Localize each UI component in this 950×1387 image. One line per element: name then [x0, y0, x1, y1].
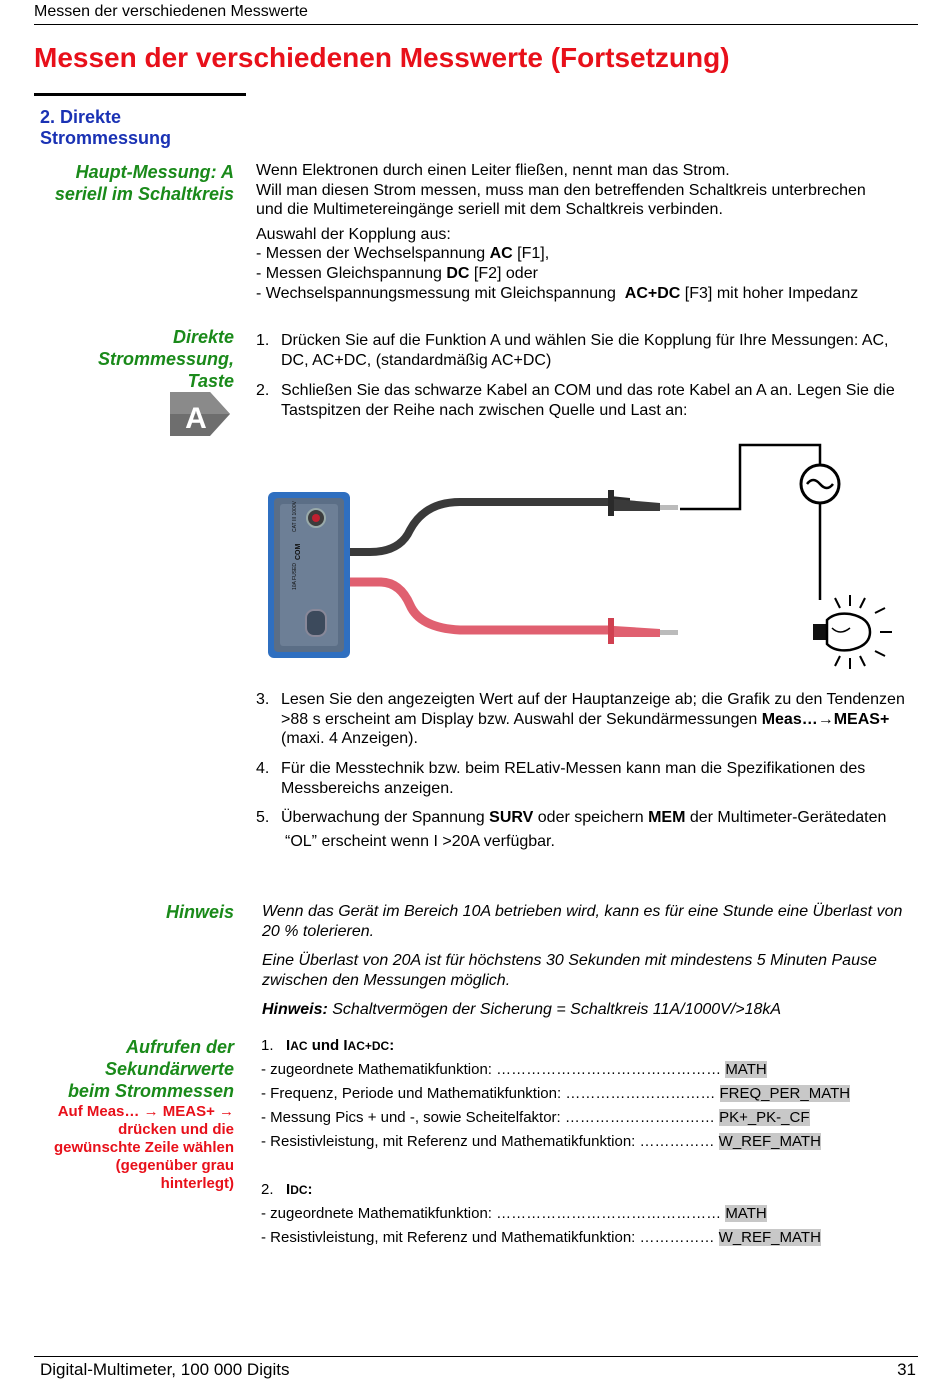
secondary-row	[261, 1106, 916, 1130]
a-input-label: CAT III 1000V	[292, 501, 298, 532]
row-leader-dots: ………………………………………	[496, 1205, 722, 1222]
a-key-icon	[166, 388, 232, 440]
row-label: - Resistivleistung, mit Referenz und Mathematikfunktion:	[261, 1133, 640, 1150]
row-value-highlight: MATH	[725, 1205, 767, 1222]
red-test-lead	[320, 574, 678, 644]
side-red-line1: Auf Meas… → MEAS+ →	[57, 1103, 234, 1120]
a-key-letter: A	[185, 402, 207, 435]
section-rule	[34, 93, 246, 96]
row-leader-dots: ……………	[639, 1133, 715, 1150]
side-heading-note: Hinweis	[165, 902, 234, 922]
circuit-wire	[680, 445, 820, 509]
secondary-row	[261, 1130, 916, 1154]
side-main-line1: Haupt-Messung: A	[75, 162, 234, 182]
intro-paragraph	[256, 161, 916, 303]
secondary-row	[261, 1226, 916, 1250]
page-number: 31	[897, 1360, 916, 1379]
side-direct-line3: Taste	[187, 371, 234, 391]
side-direct-line1: Direkte	[172, 327, 234, 347]
side-red-line5: hinterlegt)	[160, 1175, 234, 1192]
group-iac-heading: 1. IAC und IAC+DC:	[261, 1037, 395, 1054]
coupling-ac: - Messen der Wechselspannung AC [F1],	[256, 245, 550, 263]
lamp-icon	[813, 595, 892, 669]
com-terminal-label: COM	[295, 543, 302, 560]
group-iac-rows	[261, 1058, 916, 1154]
row-leader-dots: …………………………	[565, 1085, 716, 1102]
section-heading	[40, 107, 171, 149]
ol-note: “OL” erscheint wenn I >20A verfügbar.	[285, 832, 555, 850]
secondary-values	[261, 1034, 916, 1250]
step-4: 4. Für die Messtechnik bzw. beim RELativ-Messen kann man die Spezifikationen des Messbereichs anzeigen.	[256, 760, 866, 797]
row-leader-dots: …………………………	[564, 1109, 715, 1126]
section-heading-line2: Strommessung	[40, 128, 172, 148]
side-secondary-line3: beim Strommessen	[67, 1081, 234, 1101]
footer-rule	[34, 1356, 918, 1357]
header-rule	[34, 24, 918, 25]
step-3: 3. Lesen Sie den angezeigten Wert auf der Hauptanzeige ab; die Grafik zu den Tendenzen >88 s erscheint am Display bzw. Auswahl der Sekundärmessungen Meas…→MEAS+ (maxi. 4 Anzeigen).	[256, 691, 905, 748]
row-leader-dots: ………………………………………	[496, 1061, 722, 1078]
intro-line3: und die Multimetereingänge seriell mit dem Schaltkreis verbinden.	[256, 201, 723, 219]
coupling-acdc: - Wechselspannungsmessung mit Gleichspannung AC+DC [F3] mit hoher Impedanz	[256, 284, 859, 302]
step-1: 1. Drücken Sie auf die Funktion A und wählen Sie die Kopplung für Ihre Messungen: AC, DC, AC+DC, (standardmäßig AC+DC)	[256, 332, 889, 369]
row-label: - Resistivleistung, mit Referenz und Mathematikfunktion:	[261, 1229, 640, 1246]
row-value-highlight: W_REF_MATH	[718, 1229, 821, 1246]
coupling-dc: - Messen Gleichspannung DC [F2] oder	[256, 264, 538, 282]
note-2: Eine Überlast von 20A ist für höchstens 30 Sekunden mit mindestens 5 Minuten Pause zwischen den Messungen möglich.	[262, 952, 877, 989]
note-3: Hinweis: Schaltvermögen der Sicherung = Schaltkreis 11A/1000V/>18kA	[262, 1001, 782, 1019]
step-2: 2. Schließen Sie das schwarze Kabel an COM und das rote Kabel an A an. Legen Sie die Tastspitzen der Reihe nach zwischen Quelle und Last an:	[256, 382, 895, 419]
footer-title: Digital-Multimeter, 100 000 Digits	[40, 1360, 290, 1379]
side-heading-main-measurement	[55, 161, 234, 205]
side-red-line4: (gegenüber grau	[115, 1157, 234, 1174]
ac-source-icon	[801, 465, 839, 503]
row-label: - zugeordnete Mathematikfunktion:	[261, 1205, 497, 1222]
side-secondary-line1: Aufrufen der	[126, 1037, 234, 1057]
group-idc-heading: 2. IDC:	[261, 1181, 313, 1198]
wiring-diagram	[260, 440, 910, 680]
row-value-highlight: MATH	[725, 1061, 767, 1078]
side-red-line2: drücken und die	[118, 1121, 234, 1138]
row-label: - Messung Pics + und -, sowie Scheitelfaktor:	[261, 1109, 565, 1126]
side-heading-secondary	[68, 1036, 234, 1102]
group-idc-rows	[261, 1202, 916, 1250]
note-block	[262, 902, 917, 1020]
coupling-title: Auswahl der Kopplung aus:	[256, 225, 451, 243]
row-value-highlight: PK+_PK-_CF	[719, 1109, 810, 1126]
row-label: - zugeordnete Mathematikfunktion:	[261, 1061, 497, 1078]
secondary-row	[261, 1058, 916, 1082]
secondary-row	[261, 1082, 916, 1106]
side-secondary-line2: Sekundärwerte	[104, 1059, 234, 1079]
multimeter-icon	[268, 492, 350, 658]
side-red-line3: gewünschte Zeile wählen	[53, 1139, 234, 1156]
row-value-highlight: FREQ_PER_MATH	[719, 1085, 851, 1102]
section-heading-line1: 2. Direkte	[40, 107, 122, 127]
intro-line1: Wenn Elektronen durch einen Leiter fließen, nennt man das Strom.	[256, 162, 730, 179]
page-title: Messen der verschiedenen Messwerte (Fortsetzung)	[34, 42, 730, 73]
black-test-lead	[320, 490, 678, 560]
side-direct-line2: Strommessung,	[97, 349, 234, 369]
secondary-row	[261, 1202, 916, 1226]
side-main-line2: seriell im Schaltkreis	[54, 184, 234, 204]
running-header: Messen der verschiedenen Messwerte	[34, 3, 308, 20]
row-label: - Frequenz, Periode und Mathematikfunktion:	[261, 1085, 566, 1102]
note-1: Wenn das Gerät im Bereich 10A betrieben wird, kann es für eine Stunde eine Überlast von 20 % tolerieren.	[262, 903, 903, 940]
side-heading-direct	[98, 326, 234, 392]
row-value-highlight: W_REF_MATH	[718, 1133, 821, 1150]
step-5: 5. Überwachung der Spannung SURV oder speichern MEM der Multimeter-Gerätedaten “OL” erscheint wenn I >20A verfügbar.	[256, 808, 916, 851]
side-instruction-red	[54, 1103, 234, 1193]
fused-terminal-label: 10A FUSED	[292, 563, 298, 590]
intro-line2: Will man diesen Strom messen, muss man den betreffenden Schaltkreis unterbrechen	[256, 181, 866, 199]
row-leader-dots: ……………	[639, 1229, 715, 1246]
